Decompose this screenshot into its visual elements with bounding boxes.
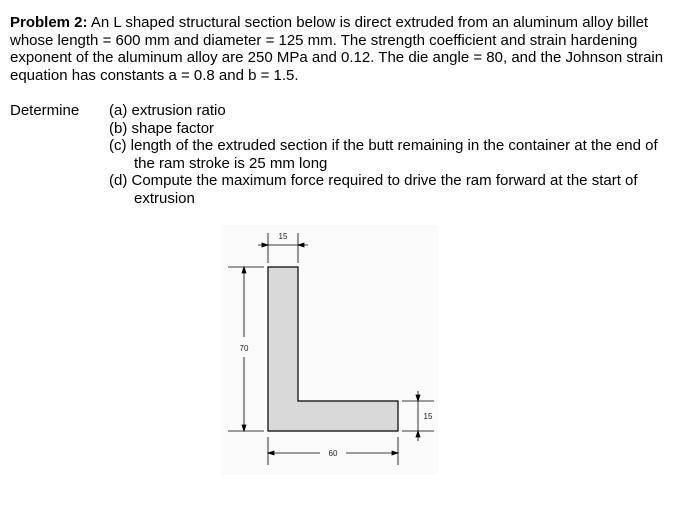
problem-text: An L shaped structural section below is direct extruded from an aluminum alloy billet whose length = 600 mm and diameter = 125 mm. The strength coefficient and strain hardening exponent of the aluminum alloy are 250 MPa and 0.12. The die angle = 80, and the Johnson strain equation has constants a = 0.8 and b = 1.5. [10, 14, 664, 84]
dim-left-label: 70 [239, 344, 249, 353]
dim-right-label: 15 [423, 412, 433, 421]
problem-statement [10, 14, 680, 84]
dim-top-label: 15 [278, 232, 288, 241]
problem-label: Problem 2: [10, 14, 88, 31]
part-d: (d) Compute the maximum force required to drive the ram forward at the start of extrusion [109, 172, 638, 207]
l-section-figure [222, 225, 438, 475]
parts-list [109, 102, 679, 207]
part-c: (c) length of the extruded section if the butt remaining in the container at the end of the ram stroke is 25 mm long [109, 137, 658, 172]
part-b: (b) shape factor [109, 119, 215, 137]
dim-bottom-label: 60 [328, 449, 338, 458]
part-a: (a) extrusion ratio [109, 102, 226, 119]
determine-label: Determine [10, 102, 80, 119]
figure-background [222, 225, 438, 475]
